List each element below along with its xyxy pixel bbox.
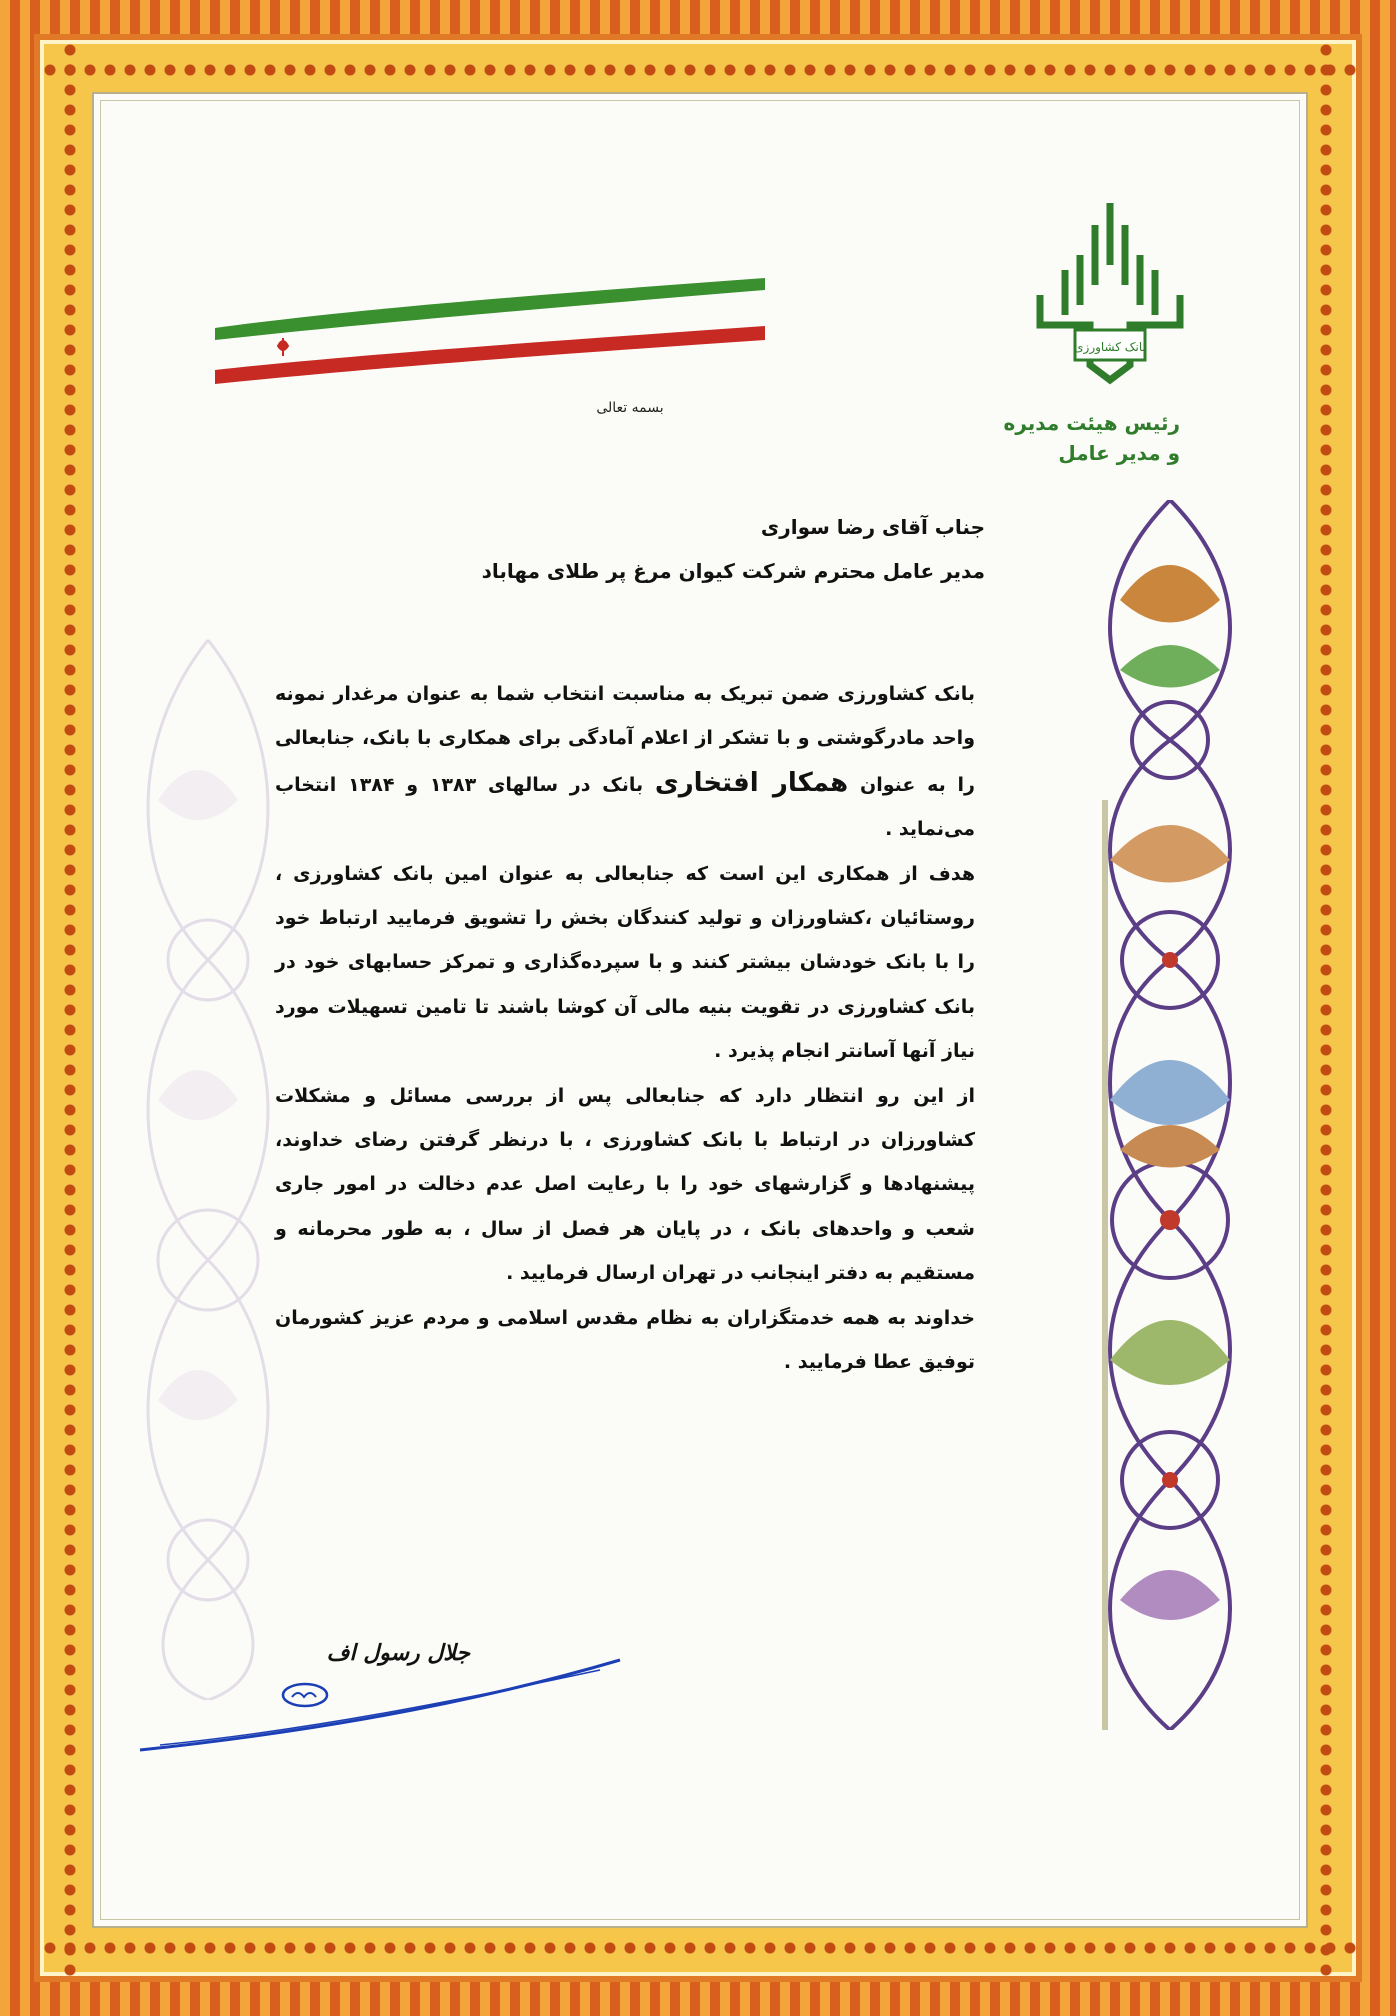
border-scallop-right xyxy=(1316,40,1336,1976)
sender-title-line2: و مدیر عامل xyxy=(1058,441,1180,465)
letter-body xyxy=(275,672,975,1385)
recipient-block xyxy=(380,505,985,593)
paragraph-2: هدف از همکاری این است که جنابعالی به عنوان امین بانک کشاورزی ، روستائیان ،کشاورزان و تولید کنندگان بخش را تشویق فرمایید ارتباط خود را با بانک خودشان بیشتر کنند و با سپرده‌گذاری و تمرکز حسابهای خود در بانک کشاورزی در تقویت بنیه مالی آن کوشا باشند تا تامین تسهیلات مورد نیاز آنها آسانتر انجام پذیرد . xyxy=(275,862,975,1063)
border-scallop-bottom xyxy=(40,1938,1356,1958)
paragraph-1 xyxy=(275,672,975,852)
border-scallop-top xyxy=(40,60,1356,80)
bismillah: بسمه تعالی xyxy=(596,400,664,416)
paragraph-4: خداوند به همه خدمتگزاران به نظام مقدس اسلامی و مردم عزیز کشورمان توفیق عطا فرمایید . xyxy=(275,1306,975,1374)
signatory-name: جلال رسول اف xyxy=(326,1640,470,1666)
sender-title-line1: رئیس هیئت مدیره xyxy=(1003,411,1180,435)
recipient-name: جناب آقای رضا سواری xyxy=(760,515,985,539)
paragraph-1-start: بانک کشاورزی ضمن تبریک به مناسبت انتخاب شما به عنوان مرغدار نمونه واحد مادرگوشتی و با تشکر از اعلام آمادگی برای همکاری با بانک، جنابعالی را به عنوان xyxy=(275,683,975,796)
paragraph-3: از این رو انتظار دارد که جنابعالی پس از بررسی مسائل و مشکلات کشاورزان در ارتباط با بانک کشاورزی ، با درنظر گرفتن رضای خداوند، پیشنهادها و گزارشهای خود را با رعایت اصل عدم دخالت در امور جاری شعب و واحدهای بانک ، در پایان هر فصل از سال ، به طور محرمانه و مستقیم به دفتر اینجانب در تهران ارسال فرمایید . xyxy=(275,1084,975,1285)
iran-flag-brush-icon xyxy=(210,268,770,398)
sender-title xyxy=(960,408,1180,468)
recipient-title: مدیر عامل محترم شرکت کیوان مرغ پر طلای مهاباد xyxy=(481,559,985,583)
handwritten-signature-icon xyxy=(130,1640,650,1760)
honorary-colleague-highlight: همکار افتخاری xyxy=(654,767,849,798)
bank-keshavarzi-logo-icon xyxy=(1020,195,1200,395)
arabesque-ornament-right xyxy=(1050,500,1280,1730)
paragraph-1-end: بانک در سالهای ۱۳۸۳ و ۱۳۸۴ انتخاب می‌نماید . xyxy=(275,773,975,841)
logo-text: بانک کشاورزی xyxy=(1074,340,1146,354)
border-scallop-left xyxy=(60,40,80,1976)
